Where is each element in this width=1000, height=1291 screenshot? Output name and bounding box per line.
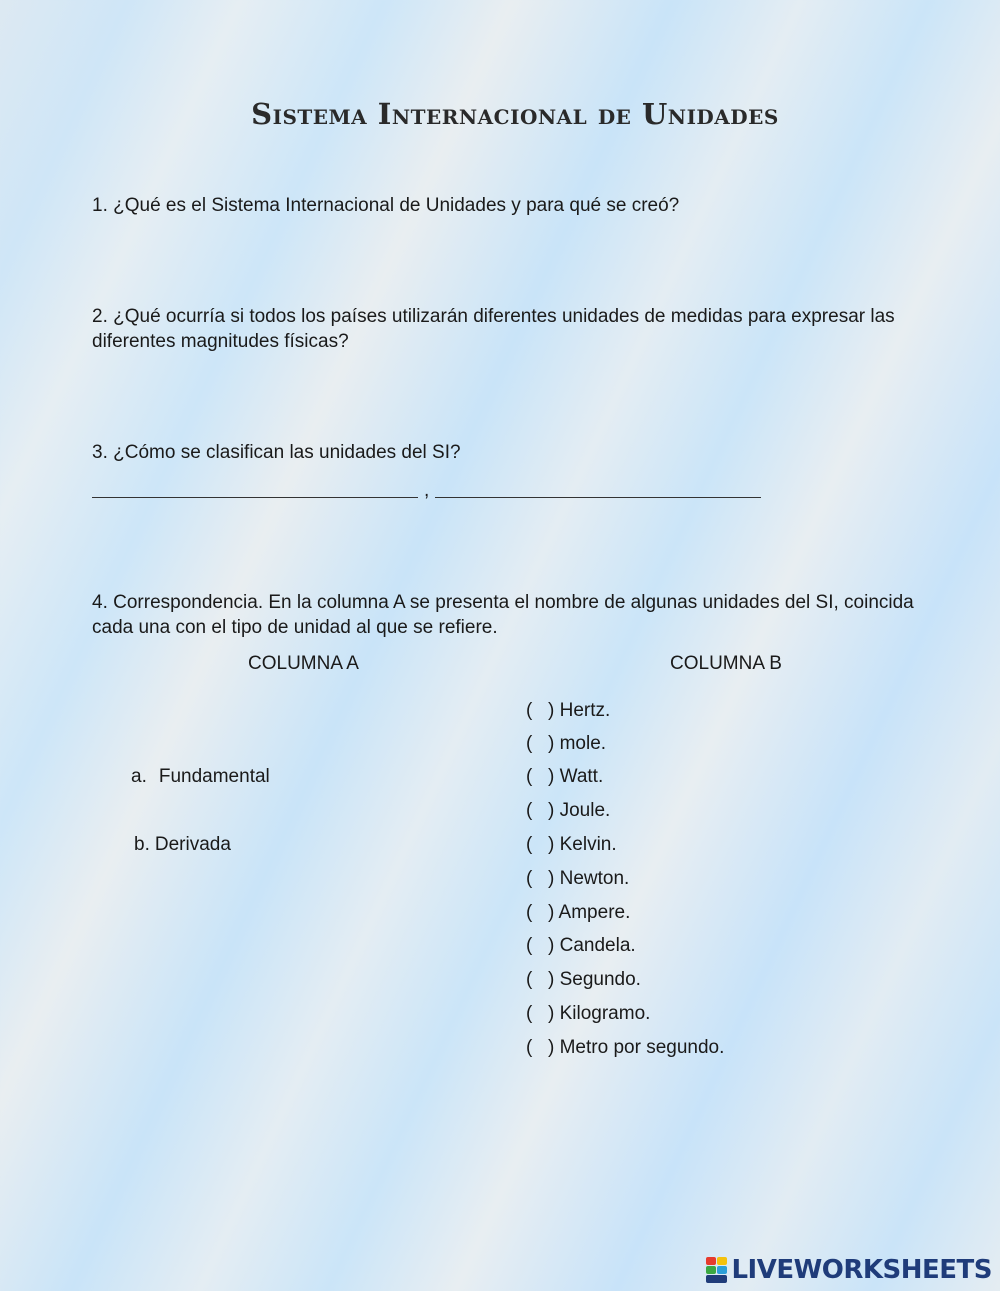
column-a-marker: a. bbox=[131, 766, 147, 787]
column-b-label: ) Metro por segundo. bbox=[548, 1037, 725, 1058]
answer-paren[interactable]: ( bbox=[526, 700, 533, 721]
column-b-label: ) Kelvin. bbox=[548, 834, 617, 855]
question-3: 3. ¿Cómo se clasifican las unidades del SI? bbox=[92, 442, 461, 463]
answer-paren[interactable]: ( bbox=[526, 1003, 533, 1024]
column-a-label: Derivada bbox=[154, 834, 231, 855]
answer-blank-1[interactable] bbox=[92, 497, 418, 498]
column-b-item[interactable] bbox=[526, 1003, 650, 1025]
column-b-label: ) Newton. bbox=[548, 868, 630, 889]
column-b-item[interactable] bbox=[526, 733, 606, 755]
column-b-label: ) Candela. bbox=[548, 935, 636, 956]
answer-paren[interactable]: ( bbox=[526, 834, 533, 855]
column-b-header: COLUMNA B bbox=[670, 653, 782, 674]
column-b-item[interactable] bbox=[526, 700, 610, 722]
column-b-label: ) Watt. bbox=[548, 766, 604, 787]
answer-paren[interactable]: ( bbox=[526, 766, 533, 787]
answer-paren[interactable]: ( bbox=[526, 800, 533, 821]
column-b-label: ) Kilogramo. bbox=[548, 1003, 651, 1024]
column-b-item[interactable] bbox=[526, 969, 641, 991]
column-b-label: ) mole. bbox=[548, 733, 607, 754]
column-b-label: ) Joule. bbox=[548, 800, 611, 821]
logo-text: LIVEWORKSHEETS bbox=[731, 1255, 992, 1285]
answer-blank-2[interactable] bbox=[435, 497, 761, 498]
column-a-label: Fundamental bbox=[158, 766, 270, 787]
column-a-item bbox=[134, 834, 231, 856]
question-4 bbox=[92, 590, 952, 640]
column-b-label: ) Ampere. bbox=[548, 902, 631, 923]
answer-paren[interactable]: ( bbox=[526, 935, 533, 956]
answer-paren[interactable]: ( bbox=[526, 733, 533, 754]
column-b-item[interactable] bbox=[526, 902, 630, 924]
answer-paren[interactable]: ( bbox=[526, 1037, 533, 1058]
column-a-item bbox=[131, 766, 270, 788]
column-a-marker: b. bbox=[134, 834, 150, 855]
answer-paren[interactable]: ( bbox=[526, 969, 533, 990]
column-b-item[interactable] bbox=[526, 868, 629, 890]
column-b-label: ) Hertz. bbox=[548, 700, 611, 721]
answer-separator: , bbox=[424, 480, 430, 501]
question-4-line-1: 4. Correspondencia. En la columna A se presenta el nombre de algunas unidades del SI, coincida bbox=[92, 592, 914, 613]
question-2-line-1: 2. ¿Qué ocurría si todos los países utilizarán diferentes unidades de medidas para expresar las bbox=[92, 306, 895, 327]
column-b-item[interactable] bbox=[526, 766, 603, 788]
question-1: 1. ¿Qué es el Sistema Internacional de Unidades y para qué se creó? bbox=[92, 195, 680, 216]
column-b-item[interactable] bbox=[526, 1037, 724, 1059]
question-4-line-2: cada una con el tipo de unidad al que se refiere. bbox=[92, 617, 498, 638]
column-b-item[interactable] bbox=[526, 935, 636, 957]
column-a-header: COLUMNA A bbox=[248, 653, 359, 674]
page-title: Sistema Internacional de Unidades bbox=[251, 97, 779, 131]
logo-blocks-icon bbox=[706, 1257, 728, 1283]
liveworksheets-logo bbox=[706, 1255, 992, 1285]
question-2-line-2: diferentes magnitudes físicas? bbox=[92, 331, 349, 352]
column-b-item[interactable] bbox=[526, 800, 610, 822]
question-2 bbox=[92, 304, 952, 354]
column-b-item[interactable] bbox=[526, 834, 617, 856]
answer-paren[interactable]: ( bbox=[526, 902, 533, 923]
answer-paren[interactable]: ( bbox=[526, 868, 533, 889]
column-b-label: ) Segundo. bbox=[548, 969, 641, 990]
